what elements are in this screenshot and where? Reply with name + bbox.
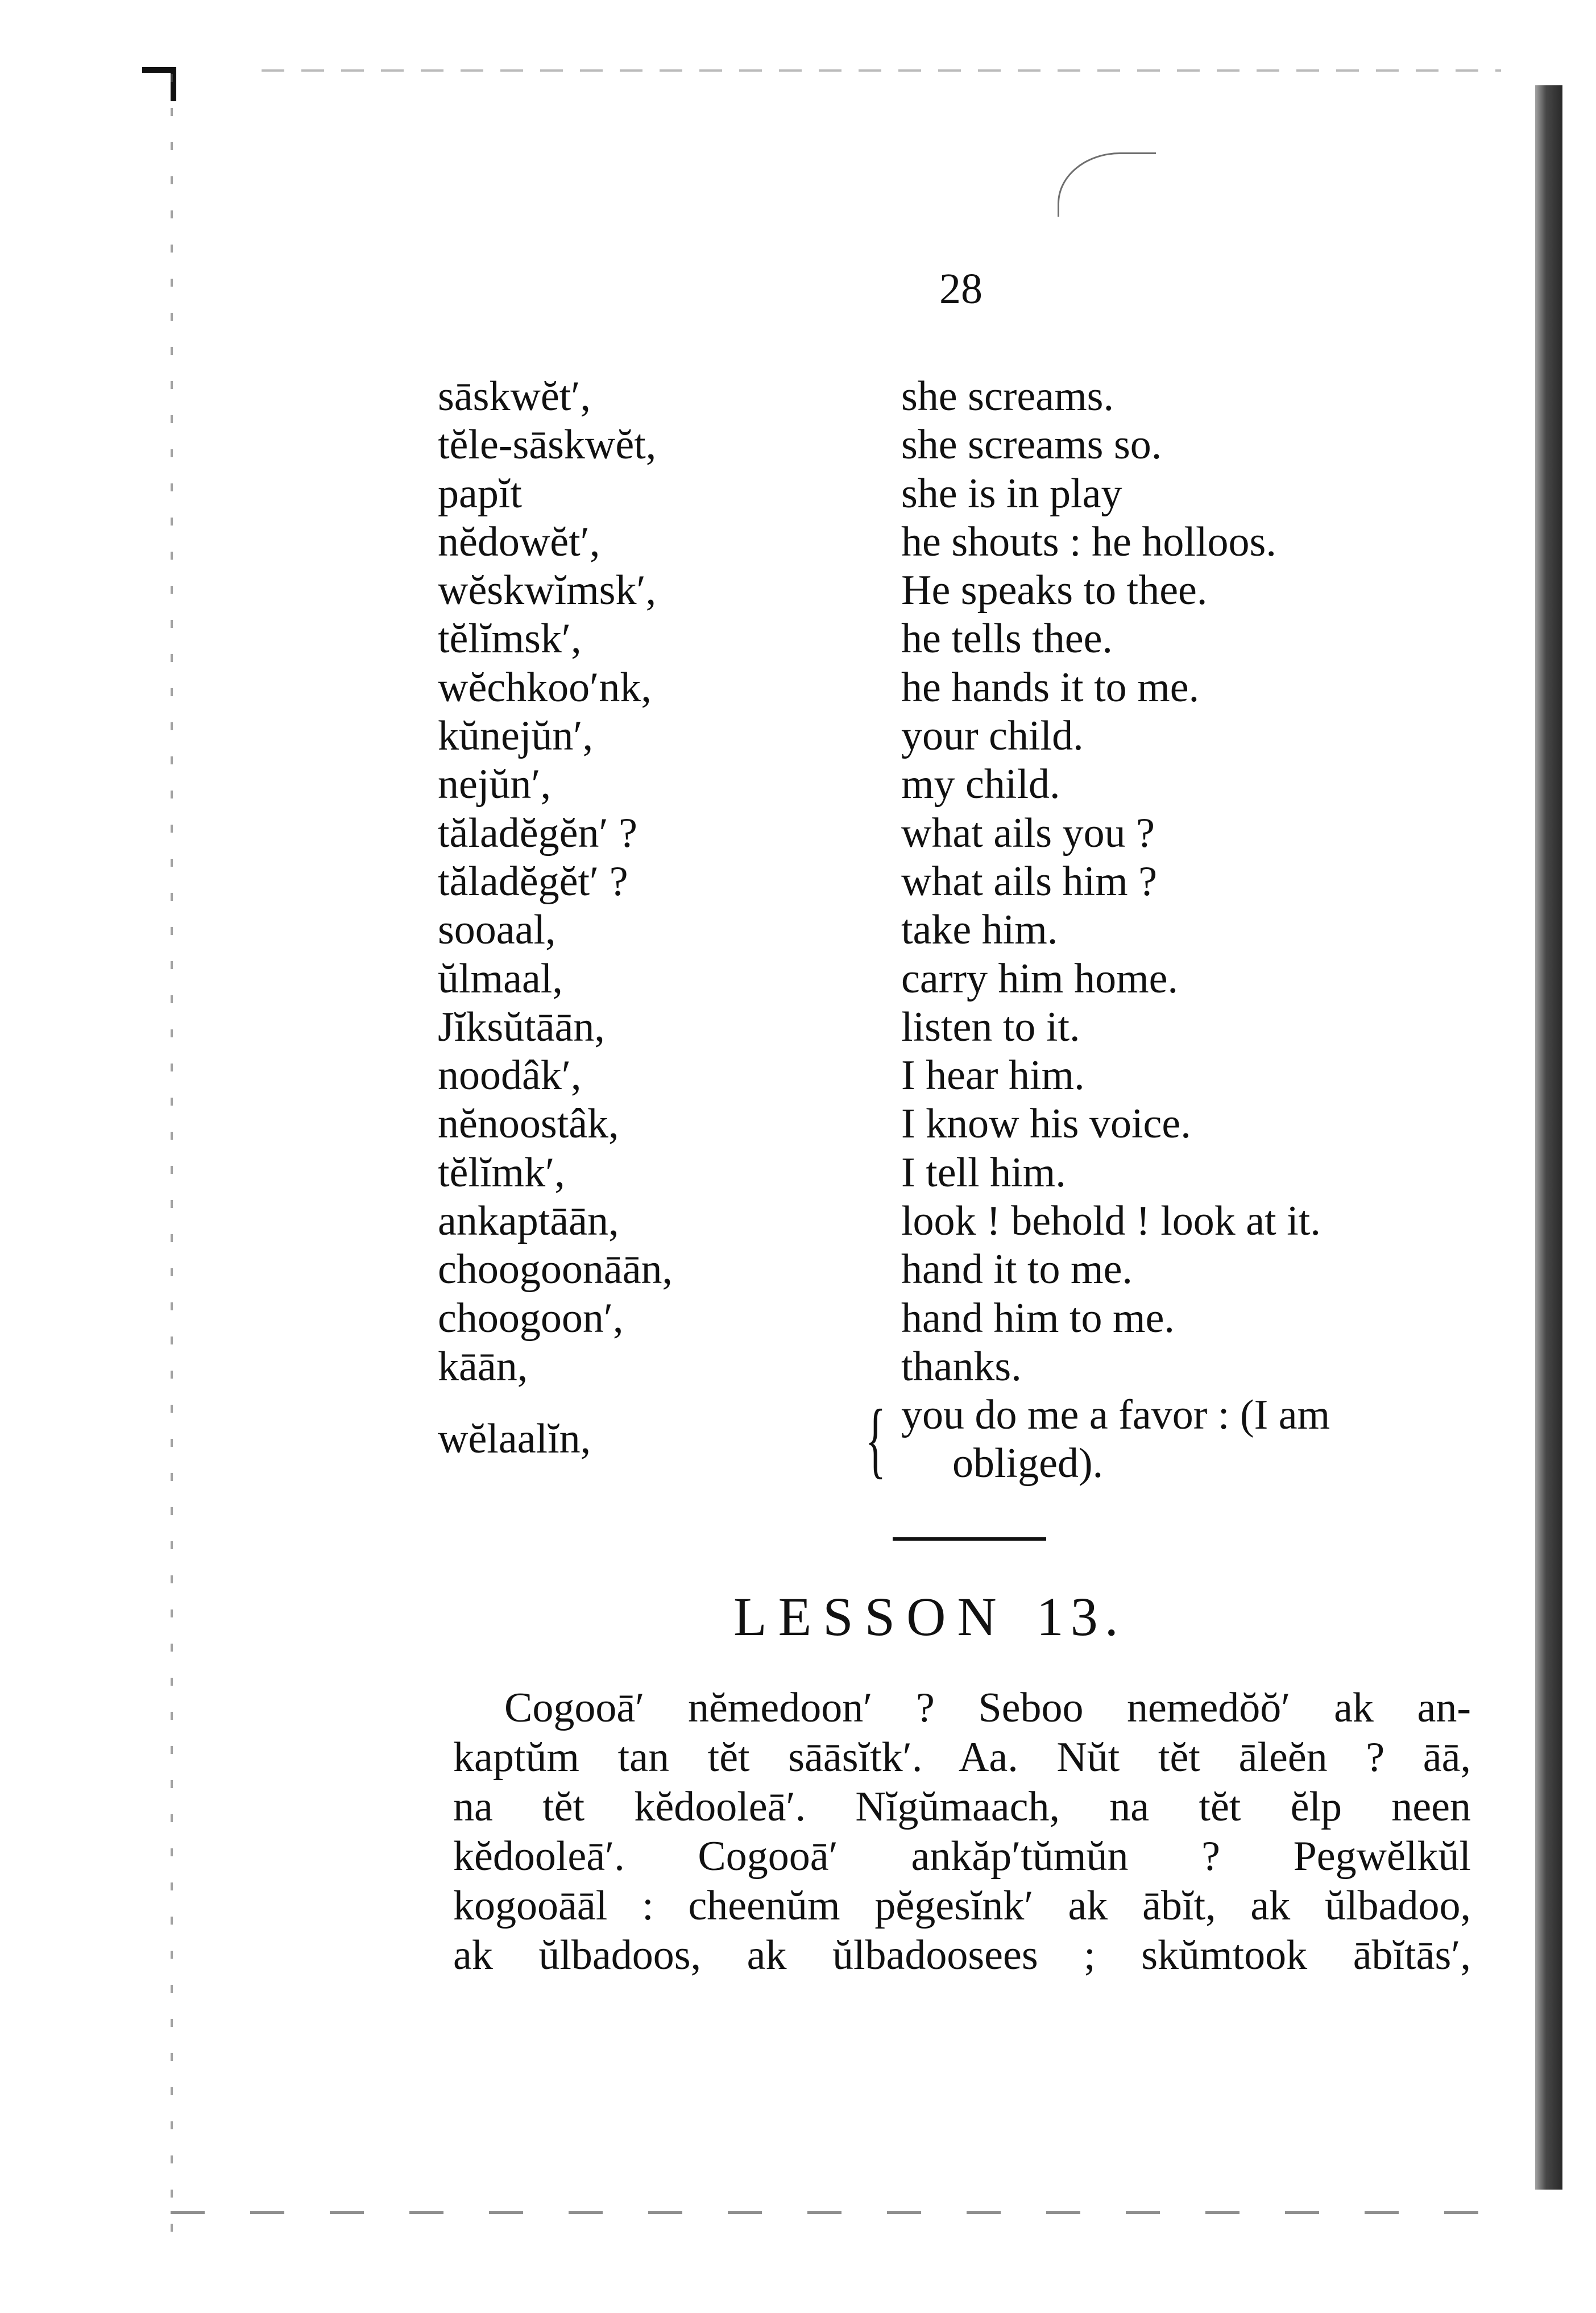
vocab-row xyxy=(438,1343,1518,1391)
vocab-row xyxy=(438,421,1518,469)
vocab-term: tăladĕgĕt′ ? xyxy=(438,858,628,905)
vocab-term: nejŭn′, xyxy=(438,761,552,808)
vocab-gloss xyxy=(901,1391,1470,1488)
vocab-term: wĕlaalĭn, xyxy=(438,1416,591,1463)
vocab-row xyxy=(438,1294,1518,1343)
vocab-term: nĕdowĕt′, xyxy=(438,518,600,565)
vocab-gloss: I tell him. xyxy=(901,1149,1066,1196)
vocab-row xyxy=(438,1100,1518,1148)
vocab-row xyxy=(438,955,1518,1003)
vocab-gloss: my child. xyxy=(901,761,1060,808)
vocab-row xyxy=(438,1003,1518,1052)
vocab-gloss: hand it to me. xyxy=(901,1246,1133,1293)
vocab-gloss: she screams. xyxy=(901,373,1114,420)
vocab-gloss: he tells thee. xyxy=(901,615,1113,663)
vocabulary-list xyxy=(438,373,1518,1493)
lesson-paragraph xyxy=(453,1683,1471,1980)
brace-glyph: { xyxy=(865,1392,886,1487)
vocab-row xyxy=(438,518,1518,566)
vocab-row xyxy=(438,712,1518,760)
page-number: 28 xyxy=(939,265,983,313)
vocab-row xyxy=(438,373,1518,421)
vocab-row xyxy=(438,809,1518,858)
paragraph-line: na tĕt kĕdooleā′. Nĭgŭmaach, na tĕt ĕlp neen xyxy=(453,1784,1471,1830)
scan-bottom-edge xyxy=(171,2211,1495,2214)
vocab-term: noodâk′, xyxy=(438,1052,582,1099)
vocab-term: Jĭksŭtāān, xyxy=(438,1003,605,1050)
lesson-label: LESSON xyxy=(733,1586,1008,1647)
paragraph-line: kĕdooleā′. Cogooā′ ankăp′tŭmŭn ? Pegwĕlkŭl xyxy=(453,1833,1471,1880)
vocab-term: wĕskwĭmsk′, xyxy=(438,567,657,614)
lesson-heading xyxy=(733,1586,1125,1647)
vocab-gloss: carry him home. xyxy=(901,955,1178,1002)
vocab-term: ankaptāān, xyxy=(438,1198,619,1245)
vocab-row xyxy=(438,1246,1518,1294)
paragraph-line: kogooāāl : cheenŭm pĕgesĭnk′ ak ābĭt, ak ŭlbadoo, xyxy=(453,1882,1471,1929)
vocab-row xyxy=(438,858,1518,906)
paragraph-line: kaptŭm tan tĕt sāāsĭtk′. Aa. Nŭt tĕt āleĕn ? āā, xyxy=(453,1734,1471,1781)
vocab-gloss-line: you do me a favor : (I am xyxy=(901,1392,1330,1439)
vocab-term: papĭt xyxy=(438,470,522,517)
vocab-row xyxy=(438,470,1518,518)
vocab-row xyxy=(438,566,1518,615)
section-divider xyxy=(893,1537,1046,1541)
vocab-term: sāskwĕt′, xyxy=(438,373,591,420)
vocab-term: tĕlĭmk′, xyxy=(438,1149,565,1196)
vocab-term: kŭnejŭn′, xyxy=(438,713,594,760)
vocab-gloss: she screams so. xyxy=(901,421,1162,469)
vocab-gloss: I know his voice. xyxy=(901,1100,1191,1148)
vocab-term: wĕchkoo′nk, xyxy=(438,664,652,711)
vocab-term: sooaal, xyxy=(438,907,556,954)
vocab-gloss: he hands it to me. xyxy=(901,664,1200,711)
paragraph-line: Cogooā′ nĕmedoon′ ? Seboo nemedŏŏ′ ak an- xyxy=(504,1685,1471,1731)
vocab-gloss: thanks. xyxy=(901,1343,1022,1390)
vocab-term: choogoonāān, xyxy=(438,1246,673,1293)
pencil-mark xyxy=(1058,152,1156,217)
vocab-term: kāān, xyxy=(438,1343,528,1390)
vocab-row xyxy=(438,1052,1518,1100)
vocab-term: tăladĕgĕn′ ? xyxy=(438,809,638,856)
vocab-term: tĕlĭmsk′, xyxy=(438,615,582,663)
vocab-row xyxy=(438,664,1518,712)
vocab-gloss: she is in play xyxy=(901,470,1122,517)
vocab-gloss: he shouts : he holloos. xyxy=(901,518,1276,565)
vocab-gloss: what ails him ? xyxy=(901,858,1158,905)
vocab-gloss: your child. xyxy=(901,713,1084,760)
vocab-gloss: I hear him. xyxy=(901,1052,1085,1099)
vocab-term: choogoon′, xyxy=(438,1294,624,1342)
vocab-row xyxy=(438,615,1518,663)
vocab-term: tĕle-sāskwĕt, xyxy=(438,421,657,469)
vocab-gloss: hand him to me. xyxy=(901,1294,1175,1342)
vocab-gloss: what ails you ? xyxy=(901,809,1155,856)
lesson-number: 13. xyxy=(1036,1586,1125,1647)
scan-right-edge xyxy=(1535,85,1562,2190)
vocab-gloss: He speaks to thee. xyxy=(901,567,1208,614)
vocab-term: nĕnoostâk, xyxy=(438,1100,619,1148)
vocab-gloss-line: obliged). xyxy=(952,1440,1104,1487)
vocab-row xyxy=(438,906,1518,954)
vocab-gloss: listen to it. xyxy=(901,1003,1080,1050)
paragraph-line: ak ŭlbadoos, ak ŭlbadoosees ; skŭmtook ābĭtās′, xyxy=(453,1932,1471,1979)
vocab-row xyxy=(438,1149,1518,1197)
vocab-gloss: take him. xyxy=(901,907,1058,954)
vocab-term: ŭlmaal, xyxy=(438,955,563,1002)
vocab-row-last xyxy=(438,1391,1518,1493)
scan-left-edge xyxy=(171,74,173,2246)
vocab-row xyxy=(438,760,1518,809)
vocab-gloss: look ! behold ! look at it. xyxy=(901,1198,1321,1245)
scan-top-edge xyxy=(262,69,1501,72)
vocab-row xyxy=(438,1197,1518,1246)
